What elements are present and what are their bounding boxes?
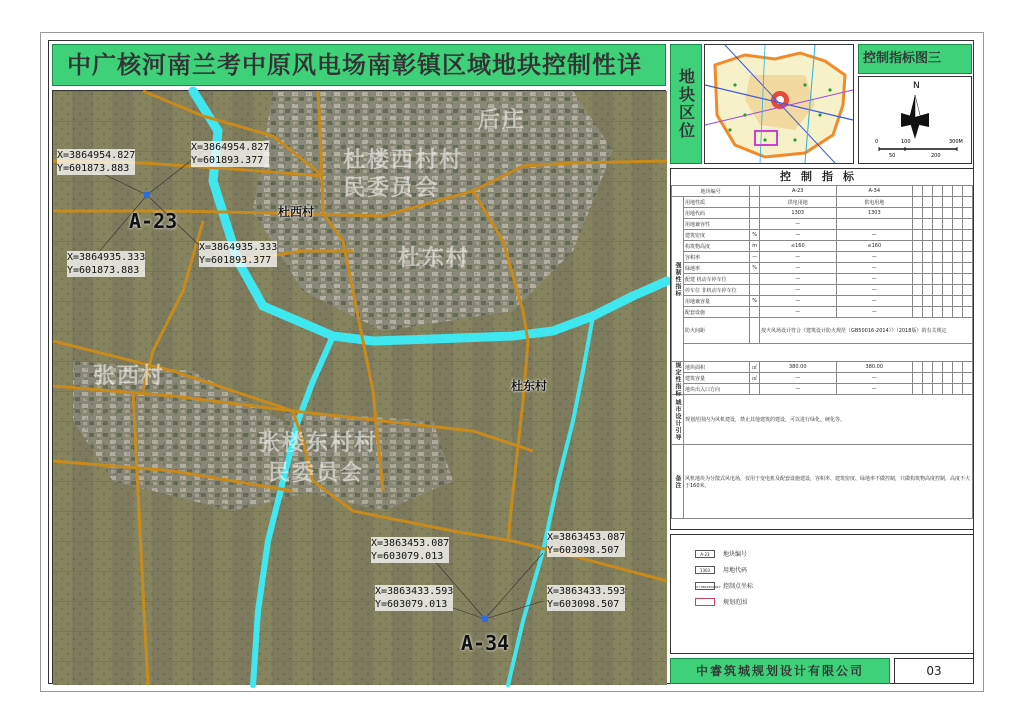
row-far: 容积率 <box>684 252 750 263</box>
remark-text: 风机地块为分散式风电场，仅用于变电机及配套设施建设，容积率、建筑密度、绿地率不做控制，只做构筑物高度控制，高度不大于160米。 <box>684 445 973 519</box>
cell: — <box>760 230 837 241</box>
a23-coord-4: X=3864935.333 Y=601893.377 <box>199 242 278 266</box>
row-volume: 建筑容量 <box>684 373 750 384</box>
compass-box <box>858 76 972 164</box>
group-remarks: 备注 <box>672 445 684 519</box>
cell-unit: % <box>750 263 760 274</box>
cell: — <box>836 252 913 263</box>
cell: — <box>760 307 837 318</box>
group-regulatory: 规定性指标 <box>672 362 684 395</box>
row-land-nature: 用地性质 <box>684 197 750 208</box>
location-map[interactable] <box>704 44 854 164</box>
cell-unit: % <box>750 296 760 307</box>
faint-label-dudong: 杜东村 <box>398 246 471 271</box>
faint-label-duloux: 杜楼西村村 <box>343 148 464 173</box>
row-parking-motor: 配建 机动车停车位 <box>684 274 750 285</box>
faint-label-committee1: 民委员会 <box>343 176 440 201</box>
group-urban: 城市设计引导 <box>672 395 684 445</box>
cell: — <box>760 285 837 296</box>
a23-coord-2: X=3864954.827 Y=601893.377 <box>191 142 270 166</box>
row-density: 建筑密度 <box>684 230 750 241</box>
row-height: 构筑物高度 <box>684 241 750 252</box>
cell: — <box>760 274 837 285</box>
legend-item-boundary <box>695 597 747 606</box>
cell: — <box>836 230 913 241</box>
cell: — <box>836 285 913 296</box>
a34-coord-1: X=3863453.087 Y=603079.013 <box>371 538 450 562</box>
header-unit <box>750 186 760 197</box>
faint-label-houzhuang: 后庄 <box>478 108 527 133</box>
a34-marker[interactable] <box>482 616 488 622</box>
row-facility: 配套设施 <box>684 307 750 318</box>
scale-sub-50: 50 <box>889 153 896 159</box>
row-land-code: 用地代码 <box>684 208 750 219</box>
legend <box>670 534 974 654</box>
cell: — <box>760 373 837 384</box>
faint-label-committee2: 民委员会 <box>268 461 365 486</box>
cell: 1303 <box>836 208 913 219</box>
header-col-a23: A-23 <box>760 186 837 197</box>
cell: ≤160 <box>760 241 837 252</box>
legend-item-parcel-id <box>695 549 747 558</box>
cell: — <box>760 219 837 230</box>
cell: — <box>836 274 913 285</box>
cell: — <box>836 263 913 274</box>
north-letter: N <box>913 81 920 91</box>
cell: — <box>760 252 837 263</box>
fire-text: 按火风场设计符合《建筑设计防火规范（GB50016-2014）》（2018版）的有关规定 <box>760 318 973 344</box>
row-access: 地块出入口方向 <box>684 384 750 395</box>
a34-coord-2: X=3863453.087 Y=603098.507 <box>547 532 626 556</box>
cell-unit: % <box>750 230 760 241</box>
location-side-label: 地块区位 <box>670 44 702 164</box>
cell: 380.00 <box>760 362 837 373</box>
row-area: 地块面积 <box>684 362 750 373</box>
location-map-canvas <box>705 45 853 163</box>
parcel-id-a34[interactable]: A-34 <box>461 631 510 655</box>
cell: — <box>836 307 913 318</box>
a23-coord-3: X=3864935.333 Y=601873.883 <box>67 252 146 276</box>
company-name: 中睿筑城规划设计有限公司 <box>670 658 890 684</box>
row-mix: 用地兼容量 <box>684 296 750 307</box>
cell: ≤160 <box>836 241 913 252</box>
parcel-id-a23[interactable]: A-23 <box>129 209 178 233</box>
cell: — <box>836 296 913 307</box>
cell: — <box>836 373 913 384</box>
page-number: 03 <box>894 658 974 684</box>
cell: 380.00 <box>836 362 913 373</box>
cell-unit: ㎡ <box>750 362 760 373</box>
faint-label-zhangxi: 张西村 <box>93 364 166 389</box>
legend-swatch-boundary <box>695 598 715 606</box>
scale-tick-300: 300M <box>949 139 963 145</box>
table-title: 控制指标 <box>671 169 973 186</box>
scale-tick-0: 0 <box>875 139 879 145</box>
cell: 供电用地 <box>760 197 837 208</box>
faint-label-zhanglou: 张楼东村村 <box>258 431 379 456</box>
main-map[interactable] <box>52 90 666 684</box>
legend-item-land-code <box>695 565 747 574</box>
row-compat: 用地兼容性 <box>684 219 750 230</box>
cell: — <box>836 384 913 395</box>
header-label: 地块编号 <box>672 186 750 197</box>
scale-tick-100: 100 <box>901 139 911 145</box>
header-col-a34: A-34 <box>836 186 913 197</box>
legend-label: 规划范围 <box>723 599 748 606</box>
cell-unit: — <box>750 252 760 263</box>
legend-label: 地块编号 <box>723 551 748 558</box>
group-mandatory: 强制性指标 <box>672 197 684 362</box>
control-indicators-table <box>670 168 974 530</box>
a34-coord-3: X=3863433.593 Y=603079.013 <box>375 586 454 610</box>
urban-text: 规划范围内为风机建设，禁止其他建筑的建设，可以进行绿化、硬化等。 <box>684 395 973 445</box>
a34-coord-4: X=3863433.593 Y=603098.507 <box>547 586 626 610</box>
row-green: 绿地率 <box>684 263 750 274</box>
legend-swatch: A-23 <box>695 550 715 558</box>
cell: 1303 <box>760 208 837 219</box>
legend-label: 控制点坐标 <box>723 583 754 590</box>
legend-item-coord <box>695 581 753 590</box>
cell: — <box>760 263 837 274</box>
village-label-duxi: 杜西村 <box>278 205 315 219</box>
figure-title: 控制指标图三 <box>858 44 972 74</box>
cell: 供电用地 <box>836 197 913 208</box>
cell-unit: ㎡ <box>750 373 760 384</box>
legend-swatch: X=3864954.827 <box>695 582 715 590</box>
row-parking-bike: 停车位 非机动车停车位 <box>684 285 750 296</box>
a23-coord-1: X=3864954.827 Y=601873.883 <box>57 150 136 174</box>
indicator-table <box>671 185 973 519</box>
cell <box>836 219 913 230</box>
plan-title: 中广核河南兰考中原风电场南彰镇区域地块控制性详 <box>52 44 666 86</box>
a23-marker[interactable] <box>144 192 150 198</box>
scale-sub-200: 200 <box>931 153 941 159</box>
cell: — <box>760 296 837 307</box>
cell: — <box>760 384 837 395</box>
legend-swatch: 1303 <box>695 566 715 574</box>
row-fire: 防火间距 <box>684 318 750 344</box>
village-label-dudong: 杜东村 <box>511 379 548 393</box>
cell-unit: m <box>750 241 760 252</box>
legend-label: 用地代码 <box>723 567 748 574</box>
